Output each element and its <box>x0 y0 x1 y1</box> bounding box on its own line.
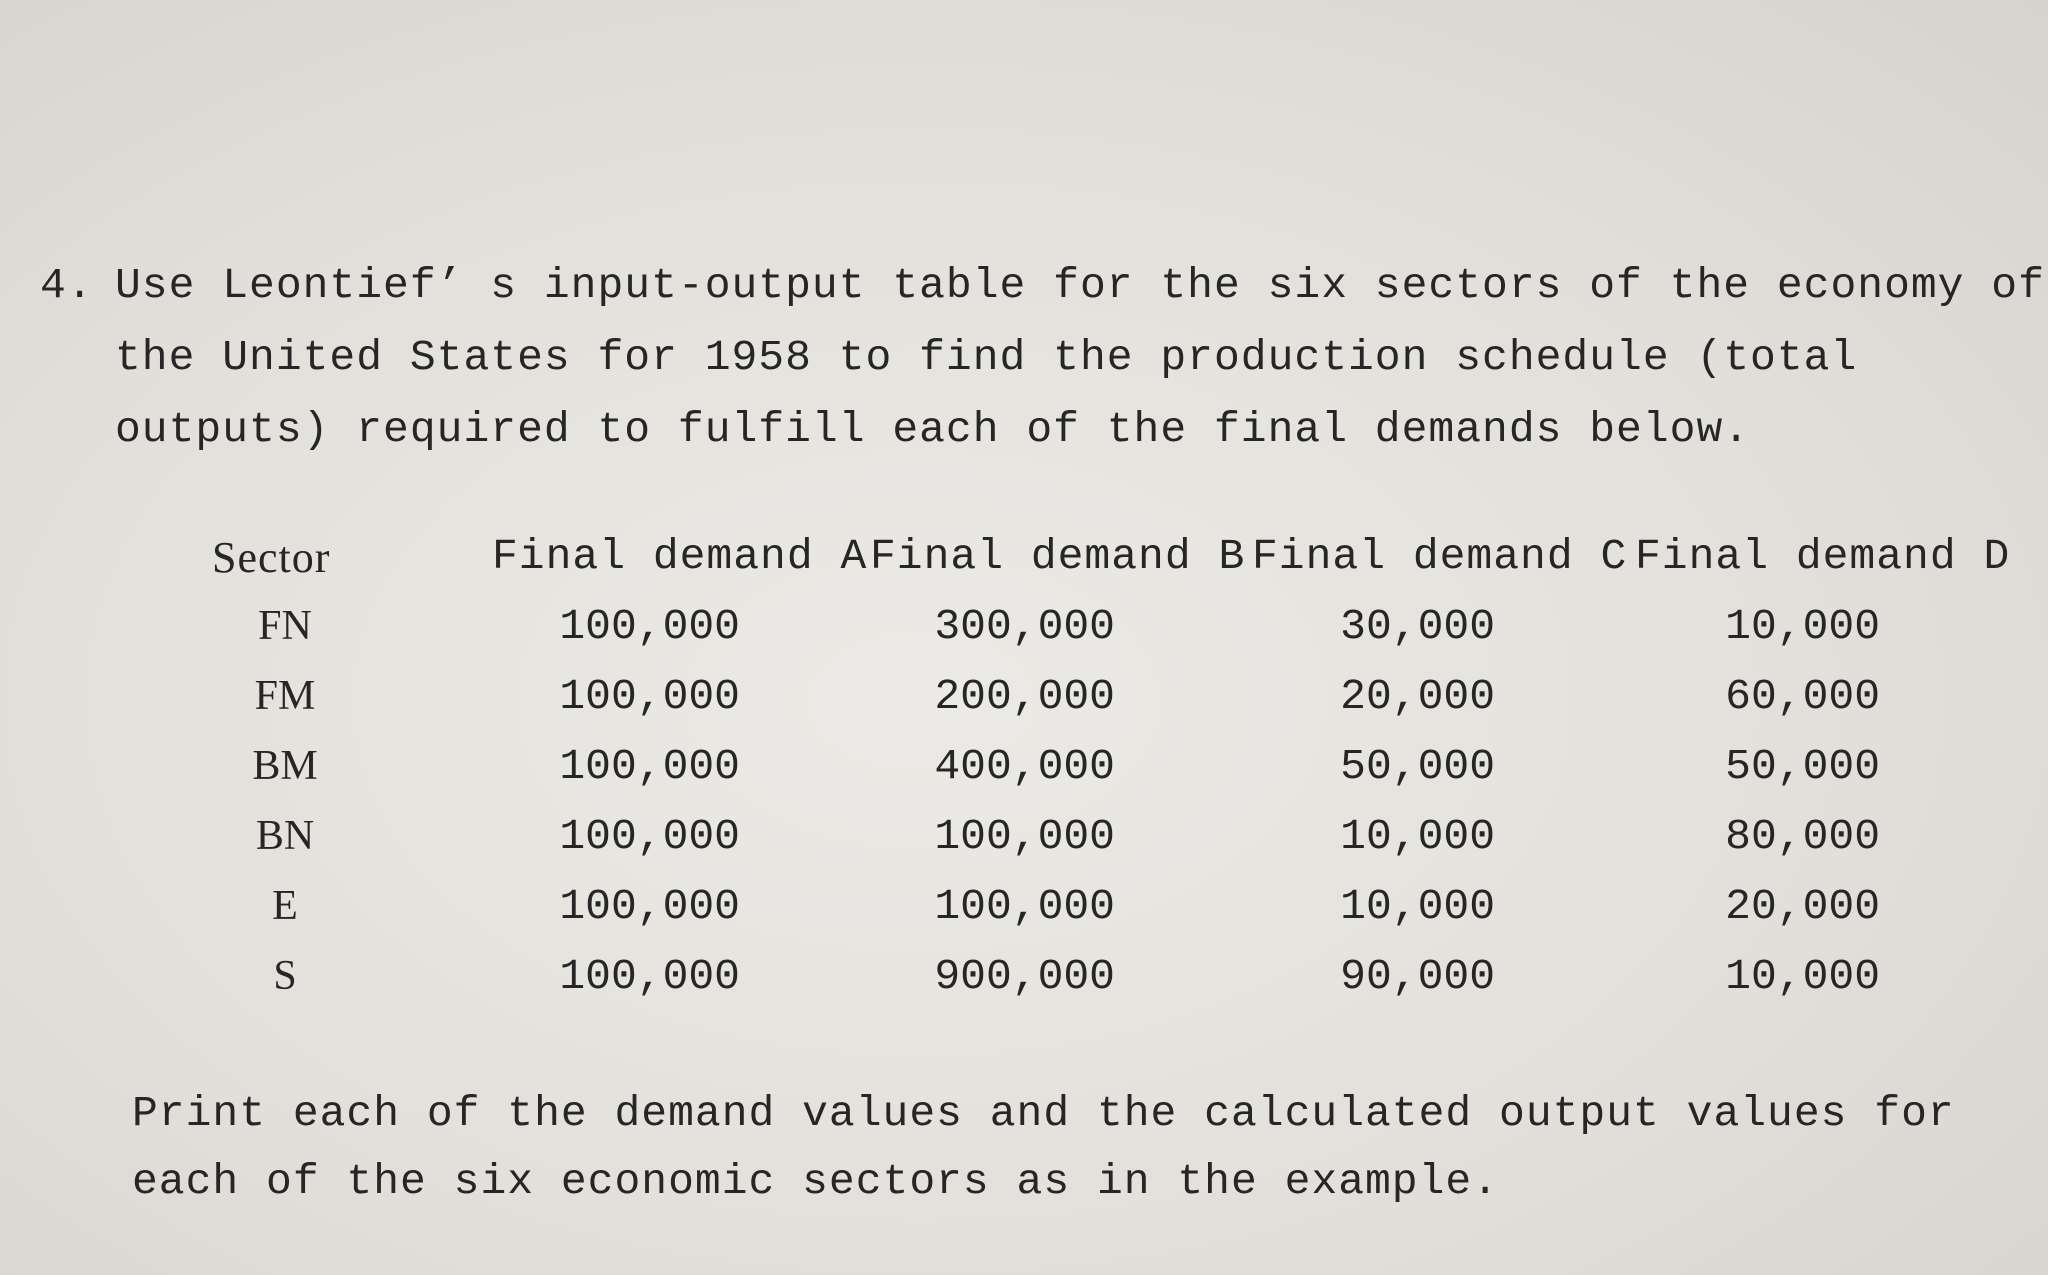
sector-cell: FN <box>258 603 312 649</box>
demand-d-cell: 80,000 <box>1725 812 1880 861</box>
problem-text-line: outputs) required to fulfill each of the final demands below. <box>115 405 1751 454</box>
demand-d-cell: 10,000 <box>1725 602 1880 651</box>
demand-b-cell: 100,000 <box>934 812 1115 861</box>
demand-c-cell: 90,000 <box>1340 952 1495 1001</box>
instruction-line: each of the six economic sectors as in the example. <box>132 1157 1500 1206</box>
demand-c-cell: 10,000 <box>1340 882 1495 931</box>
column-header-sector: Sector <box>212 533 331 582</box>
column-header-demand-a: Final demand A <box>492 532 868 581</box>
sector-cell: BM <box>252 743 318 789</box>
demand-c-cell: 30,000 <box>1340 602 1495 651</box>
problem-number: 4. <box>40 261 94 310</box>
problem-line-1 <box>40 250 2045 322</box>
demand-b-cell: 200,000 <box>934 672 1115 721</box>
column-header-demand-b: Final demand B <box>870 532 1246 581</box>
demand-a-cell: 100,000 <box>559 812 740 861</box>
problem-text-line: the United States for 1958 to find the production schedule (total <box>115 333 1858 382</box>
demand-d-cell: 50,000 <box>1725 742 1880 791</box>
demand-c-cell: 20,000 <box>1340 672 1495 721</box>
sector-cell: BN <box>255 813 315 859</box>
column-header-demand-c: Final demand C <box>1252 532 1628 581</box>
problem-text-line: Use Leontief’ s input-output table for the six sectors of the economy of <box>115 261 2045 310</box>
demand-c-cell: 50,000 <box>1340 742 1495 791</box>
demand-d-cell: 10,000 <box>1725 952 1880 1001</box>
demand-d-cell: 20,000 <box>1725 882 1880 931</box>
sector-cell: FM <box>254 673 316 719</box>
instruction-line: Print each of the demand values and the calculated output values for <box>132 1089 1955 1138</box>
sector-cell: S <box>273 953 297 999</box>
demand-c-cell: 10,000 <box>1340 812 1495 861</box>
demand-a-cell: 100,000 <box>559 952 740 1001</box>
table-row <box>195 742 1995 812</box>
demand-b-cell: 400,000 <box>934 742 1115 791</box>
sector-cell: E <box>272 883 298 929</box>
table-row <box>195 602 1995 672</box>
table-row <box>195 882 1995 952</box>
instructions <box>132 1080 1955 1216</box>
demand-a-cell: 100,000 <box>559 882 740 931</box>
table-row <box>195 812 1995 882</box>
demand-d-cell: 60,000 <box>1725 672 1880 721</box>
demand-b-cell: 300,000 <box>934 602 1115 651</box>
demand-a-cell: 100,000 <box>559 672 740 721</box>
table-row <box>195 952 1995 1022</box>
problem-statement <box>40 250 2045 466</box>
table-header-row <box>195 532 2011 602</box>
table-row <box>195 672 1995 742</box>
demand-b-cell: 100,000 <box>934 882 1115 931</box>
column-header-demand-d: Final demand D <box>1635 532 2011 581</box>
demand-a-cell: 100,000 <box>559 742 740 791</box>
demand-b-cell: 900,000 <box>934 952 1115 1001</box>
demand-a-cell: 100,000 <box>559 602 740 651</box>
